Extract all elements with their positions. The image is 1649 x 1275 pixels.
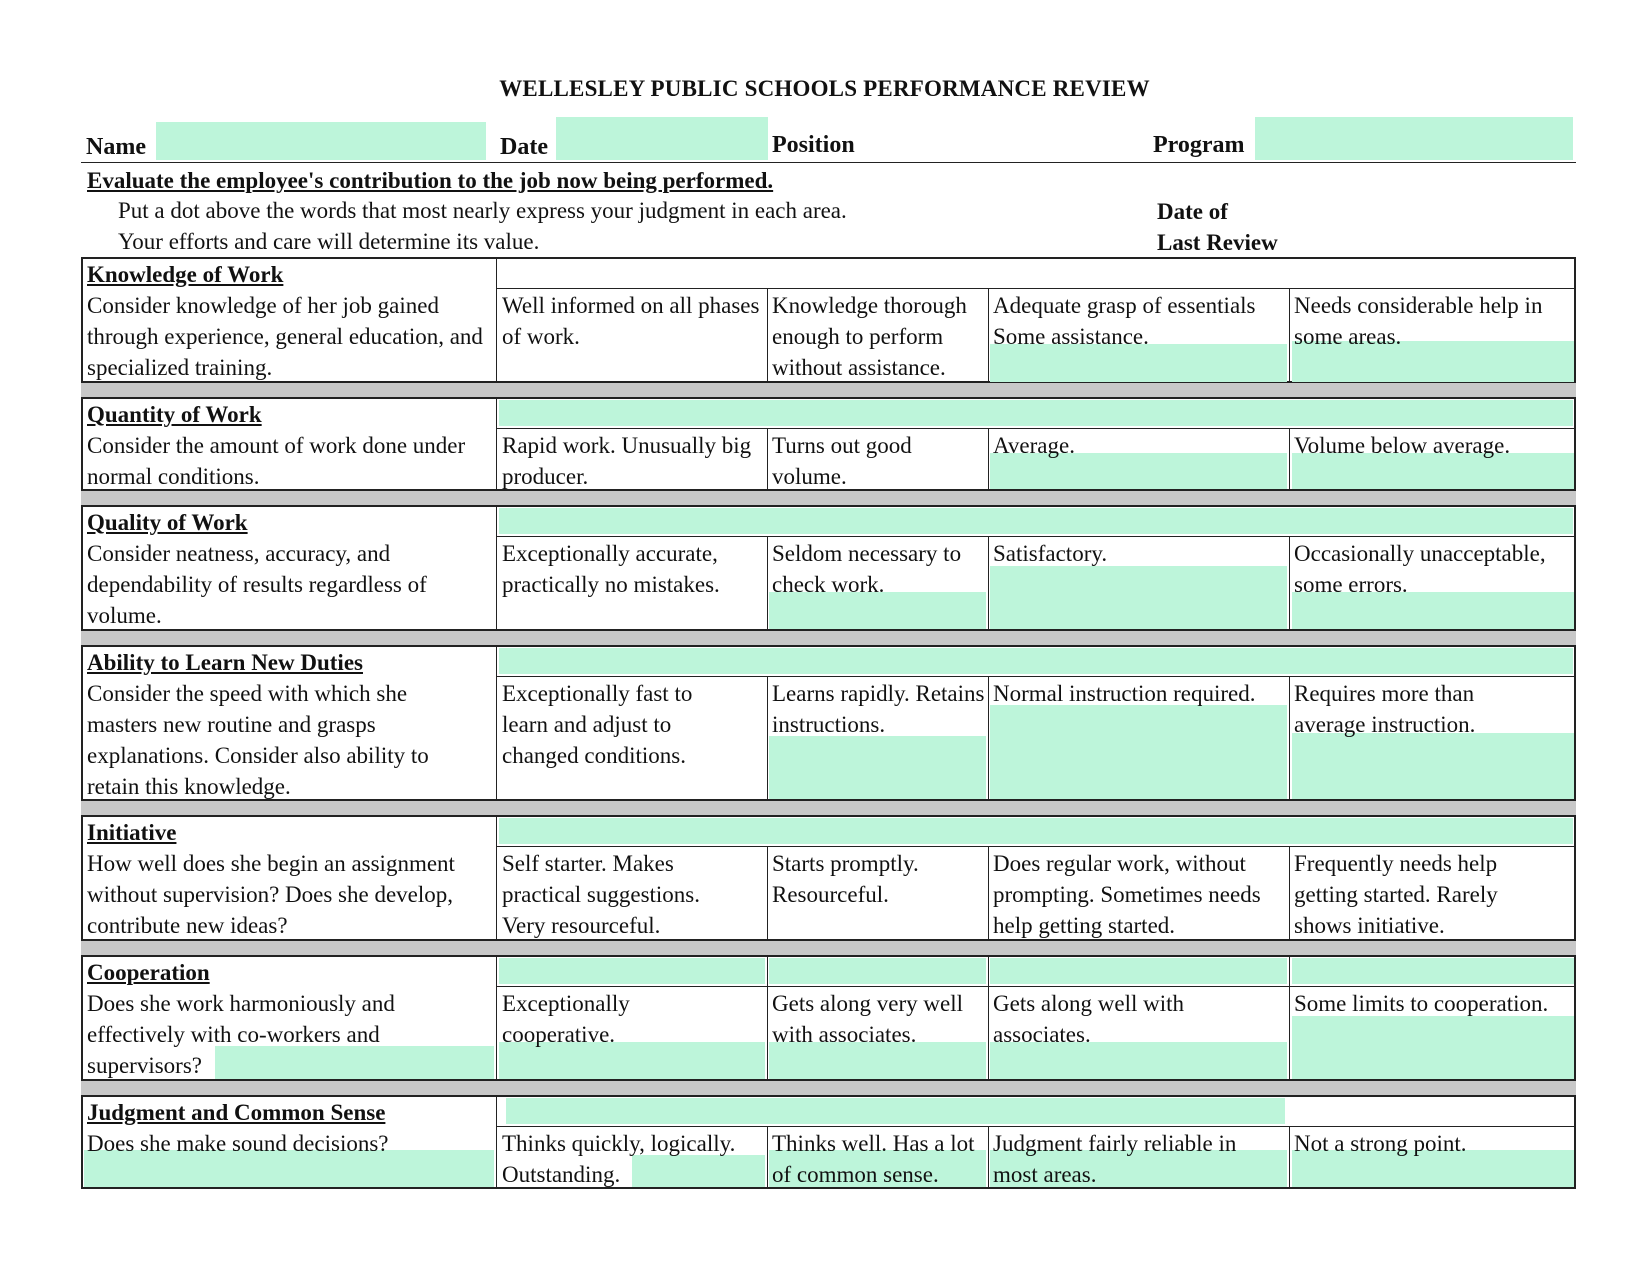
instructions-line-1: Put a dot above the words that most nearly express your judgment in each area. xyxy=(118,198,847,223)
rating-option[interactable]: Average. xyxy=(993,433,1075,458)
rating-option[interactable]: Gets along well with associates. xyxy=(993,991,1184,1047)
last-review-label: Last Review xyxy=(1157,230,1278,255)
rating-option[interactable]: Not a strong point. xyxy=(1294,1131,1467,1156)
date-of-label: Date of xyxy=(1157,199,1228,224)
date-field[interactable] xyxy=(556,117,768,160)
rating-option[interactable]: Occasionally unacceptable, some errors. xyxy=(1294,541,1546,597)
name-field[interactable] xyxy=(156,122,486,160)
rating-option[interactable]: Exceptionally fast to learn and adjust to changed conditions. xyxy=(502,681,693,768)
section-divider xyxy=(81,1081,1576,1095)
rating-option[interactable]: Gets along very well with associates. xyxy=(772,991,963,1047)
section-divider xyxy=(81,491,1576,505)
rating-option[interactable]: Seldom necessary to check work. xyxy=(772,541,962,597)
section-divider xyxy=(81,801,1576,815)
rating-fill[interactable] xyxy=(499,648,1573,674)
rating-option[interactable]: Needs considerable help in some areas. xyxy=(1294,293,1543,349)
section-divider xyxy=(81,941,1576,955)
rating-fill[interactable] xyxy=(1292,958,1574,984)
rating-option[interactable]: Adequate grasp of essentials Some assistance. xyxy=(993,293,1256,349)
rating-option[interactable]: Exceptionally cooperative. xyxy=(502,991,630,1047)
rating-option[interactable]: Requires more than average instruction. xyxy=(1294,681,1476,737)
program-field[interactable] xyxy=(1255,117,1573,160)
rating-option[interactable]: Normal instruction required. xyxy=(993,681,1256,706)
rating-option[interactable]: Self starter. Makes practical suggestions. Very resourceful. xyxy=(502,851,701,938)
section-description: Consider knowledge of her job gained through experience, general education, and specialized training. xyxy=(87,293,483,380)
rating-fill[interactable] xyxy=(1292,1016,1574,1079)
rating-option[interactable]: Frequently needs help getting started. Rarely shows initiative. xyxy=(1294,851,1498,938)
rating-option[interactable]: Starts promptly. Resourceful. xyxy=(772,851,919,907)
rating-fill[interactable] xyxy=(990,705,1287,799)
section-description: Consider the speed with which she masters new routine and grasps explanations. Consider also ability to retain this knowledge. xyxy=(87,681,429,799)
rating-option[interactable]: Judgment fairly reliable in most areas. xyxy=(993,1131,1237,1187)
rating-fill[interactable] xyxy=(769,736,986,799)
page-title: WELLESLEY PUBLIC SCHOOLS PERFORMANCE REVIEW xyxy=(499,76,1150,101)
rating-fill[interactable] xyxy=(499,508,1573,534)
rating-fill[interactable] xyxy=(506,1098,1285,1124)
rating-option[interactable]: Some limits to cooperation. xyxy=(1294,991,1549,1016)
rating-option[interactable]: Does regular work, without prompting. Sometimes needs help getting started. xyxy=(993,851,1261,938)
section-title: Judgment and Common Sense xyxy=(87,1100,386,1125)
section-description: Does she work harmoniously and effectively with co-workers and supervisors? xyxy=(87,991,395,1078)
rating-fill[interactable] xyxy=(1292,733,1574,799)
rating-fill[interactable] xyxy=(499,958,765,984)
rating-fill[interactable] xyxy=(499,400,1573,426)
section-title: Quality of Work xyxy=(87,510,248,535)
rating-fill[interactable] xyxy=(990,566,1287,629)
section-description: Does she make sound decisions? xyxy=(87,1131,389,1156)
section-description: Consider the amount of work done under normal conditions. xyxy=(87,433,466,489)
section-title: Initiative xyxy=(87,820,177,845)
rating-option[interactable]: Volume below average. xyxy=(1294,433,1511,458)
rating-option[interactable]: Learns rapidly. Retains instructions. xyxy=(772,681,985,737)
rating-option[interactable]: Well informed on all phases of work. xyxy=(502,293,760,349)
section-description: Consider neatness, accuracy, and dependability of results regardless of volume. xyxy=(87,541,427,628)
header-rule xyxy=(81,162,1576,163)
instructions-heading: Evaluate the employee's contribution to the job now being performed. xyxy=(87,168,774,193)
rating-fill[interactable] xyxy=(499,818,1573,844)
position-label: Position xyxy=(772,132,855,158)
rating-option[interactable]: Satisfactory. xyxy=(993,541,1108,566)
section-divider xyxy=(81,383,1576,397)
section-divider xyxy=(81,631,1576,645)
section-title: Knowledge of Work xyxy=(87,262,284,287)
section-description: How well does she begin an assignment without supervision? Does she develop, contribute new ideas? xyxy=(87,851,455,938)
rating-option[interactable]: Rapid work. Unusually big producer. xyxy=(502,433,752,489)
rating-option[interactable]: Thinks well. Has a lot of common sense. xyxy=(772,1131,975,1187)
section-title: Cooperation xyxy=(87,960,210,985)
section-title: Quantity of Work xyxy=(87,402,262,427)
rating-option[interactable]: Exceptionally accurate, practically no mistakes. xyxy=(502,541,720,597)
rating-option[interactable]: Turns out good volume. xyxy=(772,433,912,489)
date-label: Date xyxy=(500,134,548,160)
section-title: Ability to Learn New Duties xyxy=(87,650,363,675)
rating-fill[interactable] xyxy=(769,958,986,984)
name-label: Name xyxy=(86,134,146,160)
instructions-line-2: Your efforts and care will determine its value. xyxy=(118,229,540,254)
rating-fill[interactable] xyxy=(990,958,1287,984)
program-label: Program xyxy=(1153,132,1245,158)
rating-option[interactable]: Thinks quickly, logically. Outstanding. xyxy=(502,1131,736,1187)
rating-option[interactable]: Knowledge thorough enough to perform without assistance. xyxy=(772,293,967,380)
